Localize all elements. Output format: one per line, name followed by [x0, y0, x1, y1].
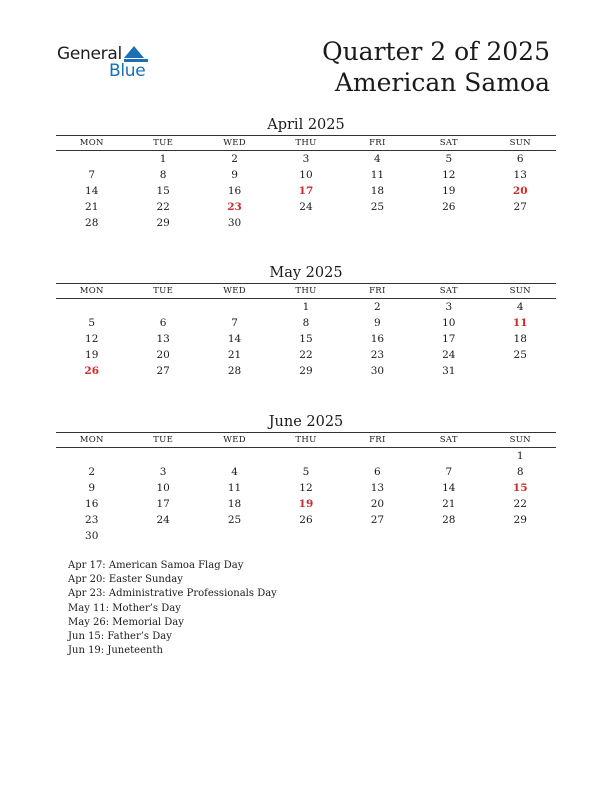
- weekday-label: SUN: [509, 435, 531, 445]
- day-cell: 16: [370, 333, 385, 345]
- week-row: [56, 215, 556, 231]
- day-cell: 22: [156, 201, 170, 213]
- day-cell: 17: [156, 498, 170, 510]
- day-cell: 21: [442, 498, 456, 510]
- month-title: June 2025: [268, 414, 344, 430]
- weekday-header: [56, 432, 556, 448]
- week-row: [56, 299, 556, 315]
- month-calendar: [56, 264, 556, 379]
- day-cell: 12: [299, 482, 313, 494]
- day-cell: 3: [445, 301, 453, 313]
- day-cell: 13: [370, 482, 385, 494]
- day-cell: [485, 363, 556, 379]
- week-row: [56, 167, 556, 183]
- week-row: [56, 480, 556, 496]
- day-cell: 7: [88, 169, 96, 181]
- day-cell: 31: [442, 365, 456, 377]
- weekday-label: WED: [223, 286, 246, 296]
- day-cell: 30: [370, 365, 385, 377]
- day-cell: 24: [442, 349, 456, 361]
- day-cell: 6: [159, 317, 167, 329]
- day-cell: 15: [156, 185, 170, 197]
- day-cell: 17: [442, 333, 456, 345]
- weekday-label: FRI: [369, 435, 386, 445]
- day-cell: [199, 528, 270, 544]
- day-cell: 2: [231, 153, 238, 165]
- day-cell: 11: [370, 169, 385, 181]
- day-cell: 6: [374, 466, 381, 478]
- day-cell: [127, 299, 198, 315]
- day-cell: [270, 528, 341, 544]
- day-cell: 2: [88, 466, 96, 478]
- day-cell: 30: [227, 217, 242, 229]
- day-cell: 4: [231, 466, 238, 478]
- weekday-label: TUE: [153, 138, 174, 148]
- weekday-label: SUN: [509, 286, 531, 296]
- day-cell: 1: [302, 301, 310, 313]
- month-title: April 2025: [267, 117, 345, 133]
- day-cell: 8: [302, 317, 310, 329]
- day-cell: 8: [516, 466, 524, 478]
- day-cell: 11: [227, 482, 242, 494]
- day-cell: [127, 528, 198, 544]
- month-title: May 2025: [269, 265, 343, 281]
- day-cell: [270, 215, 341, 231]
- day-cell: 27: [156, 365, 170, 377]
- day-cell: 23: [85, 514, 99, 526]
- weekday-label: SAT: [439, 286, 458, 296]
- day-cell: [413, 215, 484, 231]
- week-row: [56, 528, 556, 544]
- day-cell: 22: [513, 498, 527, 510]
- day-cell: 8: [159, 169, 167, 181]
- holiday-note: Apr 17: American Samoa Flag Day: [68, 560, 244, 571]
- day-cell: 16: [227, 185, 242, 197]
- day-cell: 7: [231, 317, 238, 329]
- weekday-label: MON: [79, 138, 104, 148]
- logo-word-general: General: [57, 44, 122, 64]
- holiday-note: Apr 20: Easter Sunday: [68, 574, 183, 586]
- day-cell: [56, 151, 127, 167]
- weekday-label: WED: [223, 435, 246, 445]
- holiday-day-cell: 23: [227, 201, 242, 213]
- week-row: [56, 331, 556, 347]
- day-cell: 19: [442, 185, 456, 197]
- week-row: [56, 464, 556, 480]
- holiday-day-cell: 20: [512, 185, 528, 197]
- day-cell: [270, 448, 341, 464]
- weekday-label: MON: [79, 435, 104, 445]
- day-cell: 25: [513, 349, 527, 361]
- page-subtitle: American Samoa: [334, 68, 550, 97]
- holiday-note: Jun 15: Father’s Day: [68, 631, 172, 643]
- month-calendar: [56, 413, 556, 544]
- weekday-label: WED: [223, 138, 246, 148]
- weekday-label: TUE: [153, 286, 174, 296]
- day-cell: [485, 528, 556, 544]
- day-cell: 21: [85, 201, 99, 213]
- holiday-note: May 26: Memorial Day: [68, 616, 184, 628]
- day-cell: 22: [299, 349, 313, 361]
- day-cell: 13: [156, 333, 170, 345]
- day-cell: 20: [370, 498, 385, 510]
- month-calendar: [56, 116, 556, 231]
- holiday-notes: [68, 559, 277, 658]
- weekday-label: THU: [295, 286, 317, 296]
- holiday-day-cell: 11: [512, 317, 528, 329]
- holiday-note: May 11: Mother’s Day: [68, 602, 181, 614]
- holiday-day-cell: 15: [512, 482, 528, 494]
- day-cell: 6: [516, 153, 524, 165]
- day-cell: [485, 215, 556, 231]
- day-cell: 9: [374, 317, 381, 329]
- day-cell: 10: [442, 317, 456, 329]
- day-cell: 12: [442, 169, 456, 181]
- day-cell: 28: [442, 514, 456, 526]
- weekday-label: THU: [295, 138, 317, 148]
- day-cell: 14: [442, 482, 456, 494]
- logo-word-blue: Blue: [109, 61, 146, 81]
- day-cell: 4: [516, 301, 524, 313]
- week-row: [56, 496, 556, 512]
- weekday-header: [56, 283, 556, 299]
- day-cell: 27: [513, 201, 527, 213]
- generalblue-logo: [57, 42, 167, 82]
- day-cell: 28: [227, 365, 242, 377]
- day-cell: 3: [302, 153, 310, 165]
- week-row: [56, 512, 556, 528]
- day-cell: 5: [88, 317, 96, 329]
- weekday-label: SAT: [439, 435, 458, 445]
- weekday-label: FRI: [369, 138, 386, 148]
- day-cell: [56, 299, 127, 315]
- week-row: [56, 315, 556, 331]
- week-row: [56, 151, 556, 167]
- holiday-day-cell: 26: [84, 365, 100, 377]
- day-cell: 18: [227, 498, 242, 510]
- day-cell: 10: [299, 169, 313, 181]
- holiday-day-cell: 19: [298, 498, 314, 510]
- day-cell: 23: [370, 349, 385, 361]
- day-cell: 4: [374, 153, 381, 165]
- week-row: [56, 183, 556, 199]
- weekday-label: TUE: [153, 435, 174, 445]
- weekday-label: THU: [295, 435, 317, 445]
- weekday-header: [56, 135, 556, 151]
- day-cell: 24: [156, 514, 170, 526]
- week-row: [56, 363, 556, 379]
- day-cell: 5: [302, 466, 310, 478]
- day-cell: 10: [156, 482, 170, 494]
- day-cell: 18: [370, 185, 385, 197]
- week-row: [56, 448, 556, 464]
- day-cell: 14: [227, 333, 242, 345]
- day-cell: 2: [374, 301, 381, 313]
- weekday-label: SUN: [509, 138, 531, 148]
- day-cell: [56, 448, 127, 464]
- day-cell: [127, 448, 198, 464]
- weekday-label: MON: [79, 286, 104, 296]
- day-cell: 30: [85, 530, 99, 542]
- day-cell: 27: [370, 514, 385, 526]
- day-cell: 1: [516, 450, 524, 462]
- day-cell: 21: [227, 349, 242, 361]
- day-cell: [342, 215, 413, 231]
- day-cell: 5: [445, 153, 453, 165]
- day-cell: 13: [513, 169, 527, 181]
- day-cell: 24: [299, 201, 313, 213]
- day-cell: 1: [159, 153, 167, 165]
- day-cell: 29: [299, 365, 313, 377]
- day-cell: 19: [85, 349, 99, 361]
- day-cell: 29: [156, 217, 170, 229]
- week-row: [56, 199, 556, 215]
- day-cell: 12: [85, 333, 99, 345]
- day-cell: 7: [445, 466, 453, 478]
- day-cell: 25: [227, 514, 242, 526]
- week-row: [56, 347, 556, 363]
- day-cell: 29: [513, 514, 527, 526]
- day-cell: 25: [370, 201, 385, 213]
- day-cell: 14: [85, 185, 99, 197]
- day-cell: 9: [231, 169, 238, 181]
- day-cell: 26: [442, 201, 456, 213]
- day-cell: [413, 448, 484, 464]
- holiday-note: Jun 19: Juneteenth: [68, 645, 163, 657]
- holiday-day-cell: 17: [298, 185, 314, 197]
- day-cell: 20: [156, 349, 170, 361]
- day-cell: 28: [85, 217, 99, 229]
- day-cell: 15: [299, 333, 313, 345]
- day-cell: [199, 448, 270, 464]
- weekday-label: SAT: [439, 138, 458, 148]
- day-cell: [342, 448, 413, 464]
- day-cell: [342, 528, 413, 544]
- day-cell: 16: [85, 498, 99, 510]
- day-cell: [413, 528, 484, 544]
- weekday-label: FRI: [369, 286, 386, 296]
- holiday-note: Apr 23: Administrative Professionals Day: [68, 588, 277, 600]
- day-cell: 18: [513, 333, 527, 345]
- day-cell: 3: [159, 466, 167, 478]
- page-title: Quarter 2 of 2025: [322, 37, 550, 66]
- day-cell: 9: [88, 482, 96, 494]
- day-cell: [199, 299, 270, 315]
- day-cell: 26: [299, 514, 313, 526]
